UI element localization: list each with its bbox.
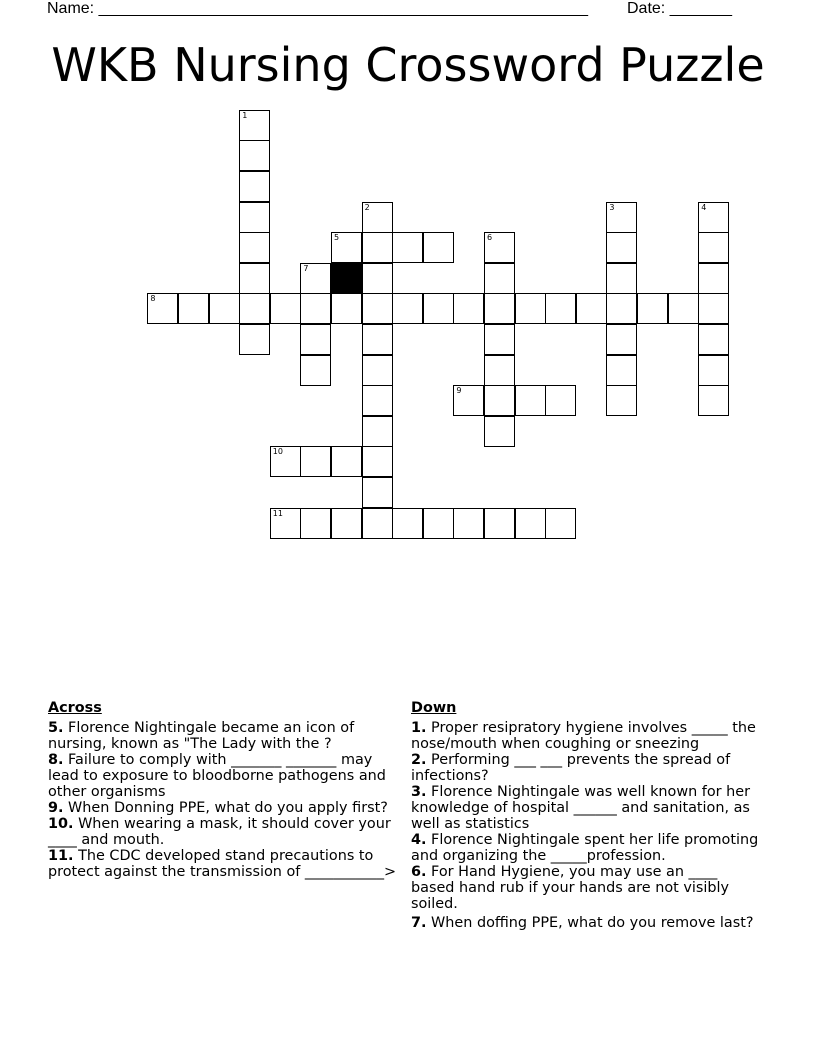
clue-number: 5 <box>334 233 340 243</box>
down-clue <box>411 832 761 864</box>
grid-cell[interactable] <box>239 171 270 202</box>
grid-cell[interactable] <box>698 202 729 233</box>
grid-cell[interactable] <box>484 263 515 294</box>
grid-cell[interactable] <box>484 355 515 386</box>
clue-number-label: 11. <box>48 848 74 864</box>
grid-cell[interactable] <box>484 416 515 447</box>
grid-cell[interactable] <box>515 385 546 416</box>
grid-cell[interactable] <box>209 293 240 324</box>
grid-cell[interactable] <box>239 263 270 294</box>
grid-cell[interactable] <box>300 263 331 294</box>
clue-text: Performing ___ ___ prevents the spread of infections? <box>411 752 731 784</box>
down-clue <box>411 864 761 912</box>
grid-cell[interactable] <box>362 477 393 508</box>
down-clue-list <box>411 720 761 931</box>
clue-text: When doffing PPE, what do you remove last? <box>426 915 754 931</box>
clue-number-label: 9. <box>48 800 64 816</box>
down-clue <box>411 784 761 832</box>
grid-cell[interactable] <box>698 263 729 294</box>
grid-cell[interactable] <box>362 355 393 386</box>
grid-cell[interactable] <box>484 293 515 324</box>
grid-cell[interactable] <box>362 446 393 477</box>
across-clue <box>48 848 398 880</box>
grid-cell[interactable] <box>392 232 423 263</box>
grid-cell[interactable] <box>637 293 668 324</box>
clue-number-label: 2. <box>411 752 427 768</box>
grid-cell[interactable] <box>453 508 484 539</box>
clue-text: The CDC developed stand precautions to protect against the transmission of ___________> <box>48 848 397 880</box>
grid-cell[interactable] <box>331 446 362 477</box>
grid-cell[interactable] <box>239 232 270 263</box>
across-clue-list <box>48 720 398 880</box>
clue-number-label: 1. <box>411 720 427 736</box>
clue-number: 6 <box>487 233 493 243</box>
grid-cell[interactable] <box>515 293 546 324</box>
grid-cell[interactable] <box>423 293 454 324</box>
clue-number: 10 <box>272 447 283 457</box>
grid-cell[interactable] <box>300 508 331 539</box>
across-clue <box>48 816 398 848</box>
down-heading: Down <box>411 700 457 716</box>
grid-cell[interactable] <box>484 508 515 539</box>
clue-number-label: 10. <box>48 816 74 832</box>
grid-cell[interactable] <box>178 293 209 324</box>
clue-text: When Donning PPE, what do you apply first? <box>63 800 388 816</box>
clue-number: 4 <box>701 202 707 212</box>
clue-text: Florence Nightingale was well known for her knowledge of hospital ______ and sanitation, as well as statistics <box>411 784 751 832</box>
grid-cell[interactable] <box>606 355 637 386</box>
grid-cell[interactable] <box>392 508 423 539</box>
across-clue <box>48 752 398 800</box>
clue-number: 2 <box>364 202 370 212</box>
grid-cell[interactable] <box>392 293 423 324</box>
clue-number: 1 <box>242 110 248 120</box>
grid-cell[interactable] <box>331 232 362 263</box>
down-clue <box>411 720 761 752</box>
grid-cell[interactable] <box>270 446 301 477</box>
across-clue <box>48 720 398 752</box>
grid-cell[interactable] <box>545 508 576 539</box>
grid-cell[interactable] <box>698 324 729 355</box>
grid-cell[interactable] <box>362 263 393 294</box>
across-clue <box>48 800 398 816</box>
grid-cell[interactable] <box>362 232 393 263</box>
grid-cell[interactable] <box>239 202 270 233</box>
clue-text: Florence Nightingale spent her life promoting and organizing the _____profession. <box>411 832 759 864</box>
clue-number-label: 7. <box>411 915 427 931</box>
black-cell <box>331 263 362 294</box>
clue-number-label: 4. <box>411 832 427 848</box>
clue-number: 11 <box>272 508 283 518</box>
grid-cell[interactable] <box>698 293 729 324</box>
down-clue <box>411 915 761 931</box>
clue-text: For Hand Hygiene, you may use an ____ based hand rub if your hands are not visibly soiled. <box>411 864 730 912</box>
grid-cell[interactable] <box>484 385 515 416</box>
grid-cell[interactable] <box>545 385 576 416</box>
grid-cell[interactable] <box>362 202 393 233</box>
grid-cell[interactable] <box>423 508 454 539</box>
grid-cell[interactable] <box>698 232 729 263</box>
grid-cell[interactable] <box>453 385 484 416</box>
grid-cell[interactable] <box>331 293 362 324</box>
grid-cell[interactable] <box>423 232 454 263</box>
grid-cell[interactable] <box>300 446 331 477</box>
grid-cell[interactable] <box>239 140 270 171</box>
grid-cell[interactable] <box>239 324 270 355</box>
clue-number-label: 8. <box>48 752 64 768</box>
grid-cell[interactable] <box>606 202 637 233</box>
grid-cell[interactable] <box>362 293 393 324</box>
name-field-label: Name: _______________________________________________________ <box>47 0 588 17</box>
grid-cell[interactable] <box>698 355 729 386</box>
date-field-label: Date: _______ <box>627 0 732 17</box>
grid-cell[interactable] <box>239 110 270 141</box>
clue-text: Florence Nightingale became an icon of nursing, known as "The Lady with the ? <box>48 720 355 752</box>
grid-cell[interactable] <box>515 508 546 539</box>
down-clue <box>411 752 761 784</box>
grid-cell[interactable] <box>270 293 301 324</box>
grid-cell[interactable] <box>147 293 178 324</box>
clue-number-label: 3. <box>411 784 427 800</box>
grid-cell[interactable] <box>270 508 301 539</box>
grid-cell[interactable] <box>484 324 515 355</box>
clue-number-label: 5. <box>48 720 64 736</box>
clue-number: 7 <box>303 263 309 273</box>
page-title: WKB Nursing Crossword Puzzle <box>51 38 765 92</box>
grid-cell[interactable] <box>362 385 393 416</box>
grid-cell[interactable] <box>331 508 362 539</box>
clue-number-label: 6. <box>411 864 427 880</box>
clue-text: Failure to comply with _______ _______ may lead to exposure to bloodborne pathogens and other organisms <box>48 752 386 800</box>
grid-cell[interactable] <box>453 293 484 324</box>
grid-cell[interactable] <box>362 416 393 447</box>
across-heading: Across <box>48 700 102 716</box>
grid-cell[interactable] <box>668 293 699 324</box>
grid-cell[interactable] <box>606 385 637 416</box>
grid-cell[interactable] <box>300 293 331 324</box>
grid-cell[interactable] <box>545 293 576 324</box>
grid-cell[interactable] <box>300 355 331 386</box>
grid-cell[interactable] <box>362 324 393 355</box>
clue-text: Proper resipratory hygiene involves _____ the nose/mouth when coughing or sneezing <box>411 720 756 752</box>
grid-cell[interactable] <box>576 293 607 324</box>
grid-cell[interactable] <box>698 385 729 416</box>
grid-cell[interactable] <box>300 324 331 355</box>
across-clues <box>48 700 398 880</box>
grid-cell[interactable] <box>484 232 515 263</box>
down-clues <box>411 700 761 931</box>
clue-number: 9 <box>456 386 462 396</box>
clue-number: 3 <box>609 202 615 212</box>
grid-cell[interactable] <box>239 293 270 324</box>
clue-text: When wearing a mask, it should cover your ____ and mouth. <box>48 816 391 848</box>
grid-cell[interactable] <box>606 324 637 355</box>
grid-cell[interactable] <box>606 263 637 294</box>
grid-cell[interactable] <box>362 508 393 539</box>
grid-cell[interactable] <box>606 232 637 263</box>
clue-number: 8 <box>150 294 156 304</box>
grid-cell[interactable] <box>606 293 637 324</box>
